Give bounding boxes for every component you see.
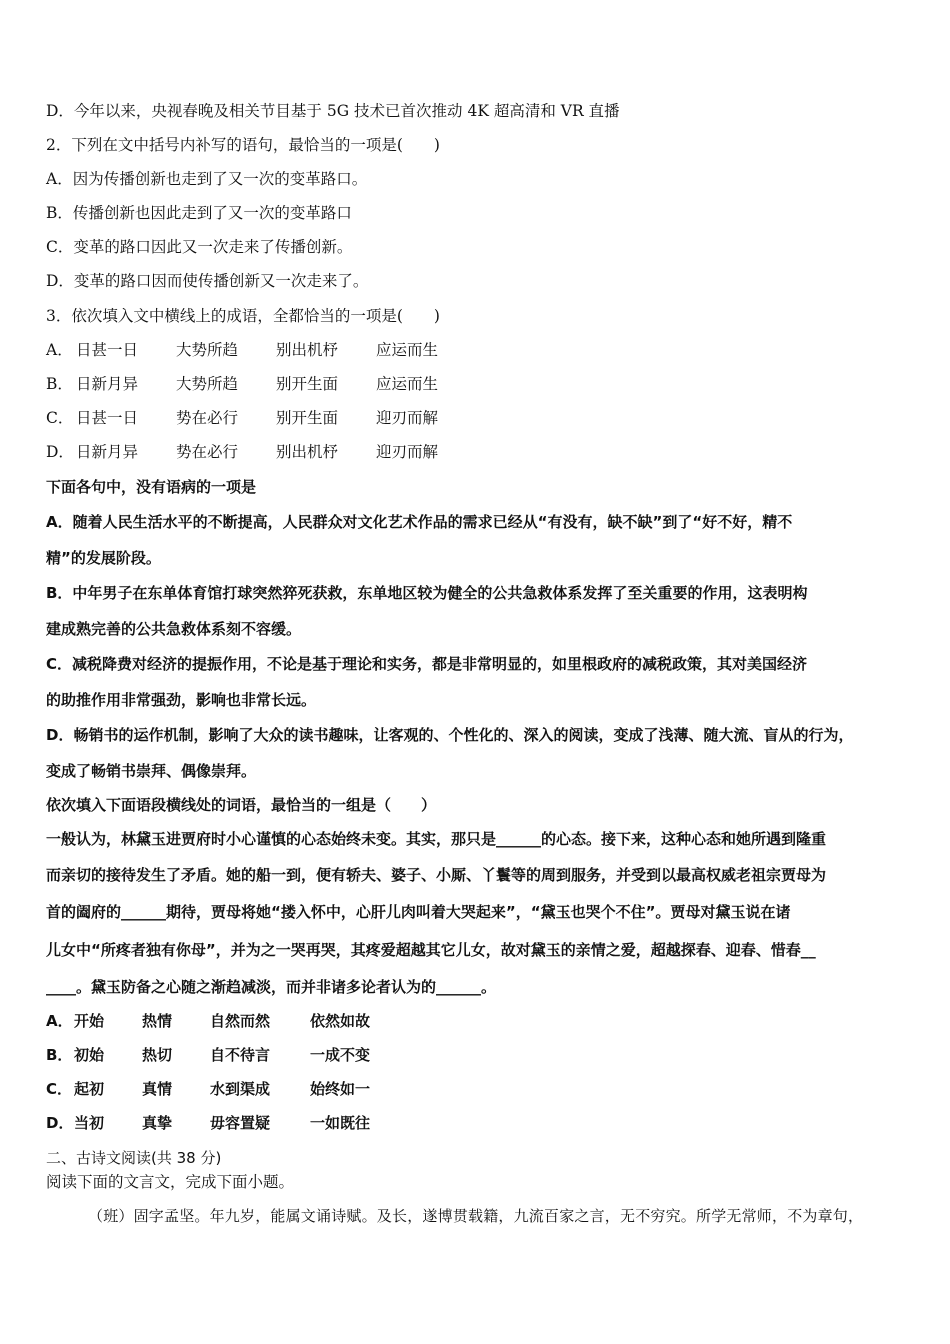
q5-passage-line: 首的阖府的______期待，贾母将她“搂入怀中，心肝儿肉叫着大哭起来”，“黛玉也哭个不住”。贾母对黛玉说在诸 xyxy=(46,903,791,921)
option-word: 当初 xyxy=(74,1114,105,1132)
q4-option-d-line2: 变成了畅销书崇拜、偶像崇拜。 xyxy=(46,762,257,780)
q5-option-c xyxy=(46,1079,370,1099)
q5-stem: 依次填入下面语段横线处的词语，最恰当的一组是（ ） xyxy=(46,796,437,814)
classical-passage: （班）固字孟坚。年九岁，能属文诵诗赋。及长，遂博贯载籍，九流百家之言，无不穷究。所学无常师，不为章句， xyxy=(88,1207,864,1225)
q2-option-c: C．变革的路口因此又一次走来了传播创新。 xyxy=(46,238,353,256)
option-word: 一成不变 xyxy=(310,1046,371,1064)
q3-option-b xyxy=(46,374,438,394)
option-word: 日甚一日 xyxy=(76,341,139,359)
q5-option-a xyxy=(46,1011,370,1031)
q4-option-a-line1: A．随着人民生活水平的不断提高，人民群众对文化艺术作品的需求已经从“有没有，缺不缺”到了“好不好，精不 xyxy=(46,513,793,531)
option-word: 日新月异 xyxy=(76,443,139,461)
q3-option-d xyxy=(46,442,438,462)
option-word: 水到渠成 xyxy=(210,1080,271,1098)
option-word: 势在必行 xyxy=(176,443,239,461)
option-word: 真情 xyxy=(142,1080,173,1098)
q3-stem: 3．依次填入文中横线上的成语，全都恰当的一项是( ) xyxy=(46,307,440,325)
q4-option-c-line1: C．减税降费对经济的提振作用，不论是基于理论和实务，都是非常明显的，如里根政府的减税政策，其对美国经济 xyxy=(46,655,808,673)
option-word: 热情 xyxy=(142,1012,173,1030)
option-word: 日新月异 xyxy=(76,375,139,393)
q2-stem: 2．下列在文中括号内补写的语句，最恰当的一项是( ) xyxy=(46,136,440,154)
section-heading: 二、古诗文阅读(共 38 分) xyxy=(46,1149,222,1167)
q3-option-a xyxy=(46,340,438,360)
option-word: 别出机杼 xyxy=(276,443,339,461)
option-label: D． xyxy=(46,443,74,461)
option-word: 势在必行 xyxy=(176,409,239,427)
q4-option-c-line2: 的助推作用非常强劲，影响也非常长远。 xyxy=(46,691,317,709)
q4-option-d-line1: D．畅销书的运作机制，影响了大众的读书趣味，让客观的、个性化的、深入的阅读，变成了浅薄、随大流、盲从的行为， xyxy=(46,726,854,744)
option-word: 别出机杼 xyxy=(276,341,339,359)
q4-option-a-line2: 精”的发展阶段。 xyxy=(46,549,161,567)
q5-option-d xyxy=(46,1113,370,1133)
option-word: 自然而然 xyxy=(210,1012,271,1030)
q1-option-d: D．今年以来，央视春晚及相关节目基于 5G 技术已首次推动 4K 超高清和 VR 直播 xyxy=(46,102,620,120)
option-word: 应运而生 xyxy=(376,375,439,393)
option-word: 别开生面 xyxy=(276,375,339,393)
option-word: 一如既往 xyxy=(310,1114,371,1132)
q4-option-b-line2: 建成熟完善的公共急救体系刻不容缓。 xyxy=(46,620,302,638)
option-word: 开始 xyxy=(74,1012,105,1030)
option-word: 大势所趋 xyxy=(176,341,239,359)
option-label: B． xyxy=(46,1046,73,1064)
q5-passage-line: ____。黛玉防备之心随之渐趋减淡，而并非诸多论者认为的______。 xyxy=(46,978,497,996)
q4-stem: 下面各句中，没有语病的一项是 xyxy=(46,478,257,496)
option-word: 别开生面 xyxy=(276,409,339,427)
q5-passage-line: 儿女中“所疼者独有你母”，并为之一哭再哭，其疼爱超越其它儿女，故对黛玉的亲情之爱，超越探春、迎春、惜春__ xyxy=(46,941,816,959)
option-label: C． xyxy=(46,409,74,427)
q3-option-c xyxy=(46,408,438,428)
option-word: 起初 xyxy=(74,1080,105,1098)
q2-option-a: A．因为传播创新也走到了又一次的变革路口。 xyxy=(46,170,368,188)
option-label: C． xyxy=(46,1080,73,1098)
option-label: A． xyxy=(46,1012,73,1030)
option-word: 大势所趋 xyxy=(176,375,239,393)
option-label: A． xyxy=(46,341,73,359)
q2-option-b: B．传播创新也因此走到了又一次的变革路口 xyxy=(46,204,352,222)
option-word: 真挚 xyxy=(142,1114,173,1132)
option-word: 迎刃而解 xyxy=(376,409,439,427)
option-label: D． xyxy=(46,1114,74,1132)
option-word: 毋容置疑 xyxy=(210,1114,271,1132)
option-label: B． xyxy=(46,375,73,393)
q4-option-b-line1: B．中年男子在东单体育馆打球突然猝死获救，东单地区较为健全的公共急救体系发挥了至关重要的作用，这表明构 xyxy=(46,584,808,602)
option-word: 依然如故 xyxy=(310,1012,371,1030)
option-word: 初始 xyxy=(74,1046,105,1064)
option-word: 始终如一 xyxy=(310,1080,371,1098)
q2-option-d: D．变革的路口因而使传播创新又一次走来了。 xyxy=(46,272,369,290)
q5-passage-line: 而亲切的接待发生了矛盾。她的船一到，便有轿夫、婆子、小厮、丫鬟等的周到服务，并受到以最高权威老祖宗贾母为 xyxy=(46,866,827,884)
option-word: 应运而生 xyxy=(376,341,439,359)
q5-option-b xyxy=(46,1045,370,1065)
option-word: 日甚一日 xyxy=(76,409,139,427)
option-word: 热切 xyxy=(142,1046,173,1064)
section-instruction: 阅读下面的文言文，完成下面小题。 xyxy=(46,1173,295,1191)
option-word: 自不待言 xyxy=(210,1046,271,1064)
q5-passage-line: 一般认为，林黛玉进贾府时小心谨慎的心态始终未变。其实，那只是______的心态。接下来，这种心态和她所遇到隆重 xyxy=(46,830,827,848)
option-word: 迎刃而解 xyxy=(376,443,439,461)
